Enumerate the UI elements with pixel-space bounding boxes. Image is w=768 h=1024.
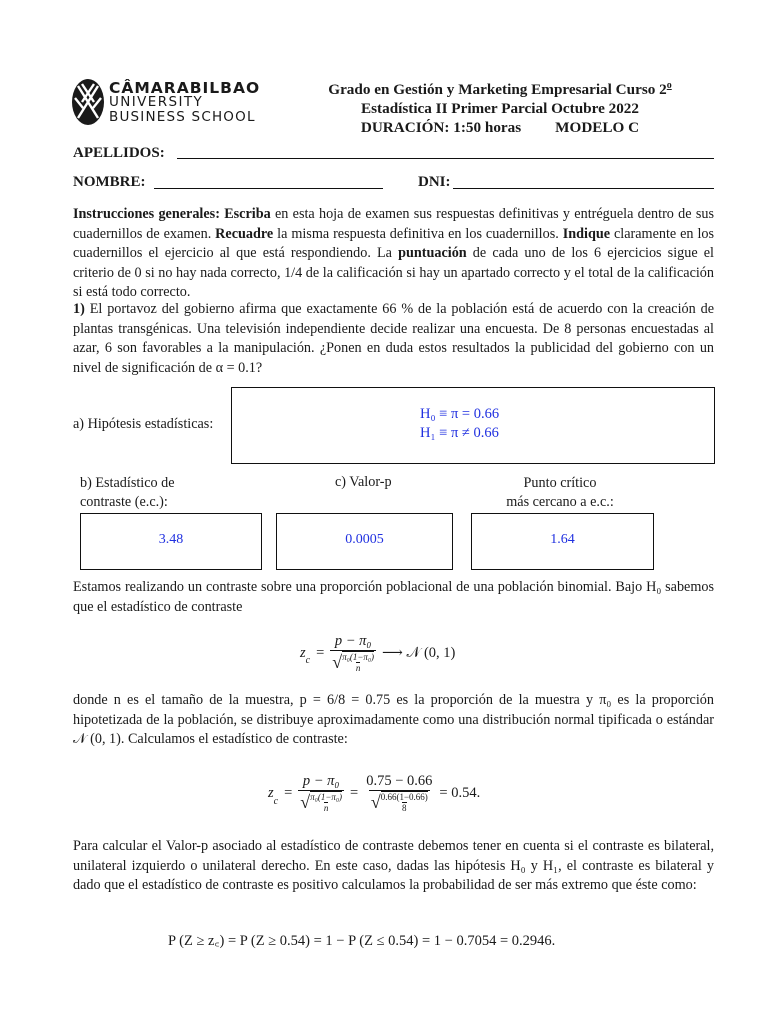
exam-header xyxy=(290,76,710,137)
model-label: MODELO C xyxy=(555,119,640,137)
answer-b-value: 3.48 xyxy=(158,532,184,547)
university-logo xyxy=(71,78,271,130)
logo-emblem-icon xyxy=(71,78,105,126)
answer-a-box[interactable] xyxy=(231,387,715,464)
apellidos-label: APELLIDOS: xyxy=(73,145,165,161)
answer-a-label: a) Hipótesis estadísticas: xyxy=(73,416,214,432)
duration-label: DURACIÓN: 1:50 horas xyxy=(360,119,522,137)
dni-label: DNI: xyxy=(418,174,451,190)
general-instructions: Instrucciones generales: Escriba en esta hoja de examen sus respuestas definitivas y entréguela dentro de sus cuadernillos de examen. Recuadre la misma respuesta definitiva en los cuadernillos. Indique claramente en los cuadernillos el ejercicio al que está respondiendo. La puntuación de cada uno de los 6 ejercicios sigue el criterio de 0 si no hay nada correcto, 1/4 de la calificación si hay un apartado correcto y el total de la calificación si está todo correcto. xyxy=(73,206,714,300)
equation-p-value: P (Z ≥ z꜀) = P (Z ≥ 0.54) = 1 − P (Z ≤ 0.54) = 1 − 0.7054 = 0.2946. xyxy=(168,933,556,949)
logo-line-1: CÂMARABILBAO xyxy=(109,79,261,97)
hypothesis-h0: H₀ ≡ π = 0.66 xyxy=(420,406,500,422)
header-line-1: Grado en Gestión y Marketing Empresarial Curso 2$^o$ xyxy=(328,80,672,99)
nombre-field[interactable] xyxy=(154,188,383,189)
critical-point-label: Punto crítico más cercano a e.c.: xyxy=(506,475,614,510)
answer-c-label: c) Valor-p xyxy=(335,474,392,490)
solution-paragraph-1: Estamos realizando un contraste sobre una proporción poblacional de una población binomial. Bajo H₀ sabemos que el estadístico de contraste xyxy=(73,579,714,615)
answer-b-box[interactable] xyxy=(80,513,262,570)
header-line-2: Estadística II Primer Parcial Octubre 2022 xyxy=(361,100,639,118)
logo-line-2: UNIVERSITY xyxy=(109,94,204,110)
header-line-3 xyxy=(290,118,710,137)
answer-b-label: b) Estadístico de contraste (e.c.): xyxy=(80,475,175,510)
hypothesis-h1: H₁ ≡ π ≠ 0.66 xyxy=(420,425,499,441)
answer-c-box[interactable] xyxy=(276,513,453,570)
logo-line-3: BUSINESS SCHOOL xyxy=(109,109,256,125)
problem-1-statement: 1) El portavoz del gobierno afirma que exactamente 66 % de la población está de acuerdo con la creación de plantas transgénicas. Una televisión independiente decide realizar una encuesta. De 8 personas encuestadas al azar, 6 son favorables a la manipulación. ¿Ponen en duda estos resultados la publicidad del gobierno con un nivel de significación de α = 0.1? xyxy=(73,301,714,376)
critical-point-box[interactable] xyxy=(471,513,654,570)
equation-test-statistic-value: z c = p − π₀ √ π₀(1−π₀) n = 0.75 − 0.66 √ 0.66(1−0.66) 8 = 0.54. xyxy=(268,773,481,813)
solution-paragraph-3: Para calcular el Valor-p asociado al estadístico de contraste debemos tener en cuenta si el contraste es bilateral, unilateral izquierdo o unilateral derecho. En este caso, dadas las hipótesis H₀ y H₁, el contraste es bilateral y dado que el estadístico de contraste es positivo calculamos la probabilidad de ser más extremo que éste como: xyxy=(73,838,714,893)
solution-paragraph-2: donde n es el tamaño de la muestra, p = 6/8 = 0.75 es la proporción de la muestra y π₀ es la proporción hipotetizada de la población, se distribuye aproximadamente como una distribución normal tipificada o estándar 𝒩 (0, 1). Calculamos el estadístico de contraste: xyxy=(73,692,714,747)
apellidos-field[interactable] xyxy=(177,158,714,159)
answer-c-value: 0.0005 xyxy=(345,532,384,547)
critical-point-value: 1.64 xyxy=(550,532,575,547)
nombre-label: NOMBRE: xyxy=(73,174,146,190)
equation-test-statistic: z c = p − π₀ √ π₀(1−π₀) n ⟶ 𝒩 (0, 1) xyxy=(300,633,456,673)
dni-field[interactable] xyxy=(453,188,714,189)
